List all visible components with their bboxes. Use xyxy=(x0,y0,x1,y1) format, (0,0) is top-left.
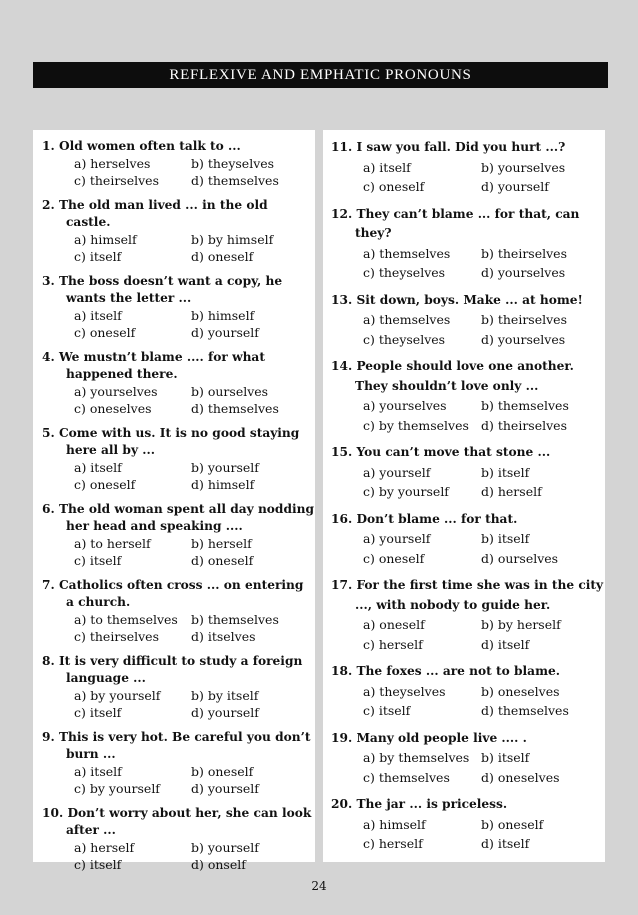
answer-option: c) oneself xyxy=(74,325,136,340)
answer-option: a) yourselves xyxy=(74,384,158,399)
answer-option: c) theyselves xyxy=(363,331,446,347)
answer-options xyxy=(42,155,315,189)
answer-option: c) by themselves xyxy=(363,417,469,433)
answer-option: b) themselves xyxy=(191,612,279,627)
answer-option: d) yourself xyxy=(481,179,549,194)
question-stem: 18. The foxes ... are not to blame. xyxy=(331,664,560,678)
question-stem: 13. Sit down, boys. Make ... at home! xyxy=(331,292,583,307)
answer-option: c) itself xyxy=(74,705,122,720)
answer-option: b) by himself xyxy=(191,232,274,247)
answer-option: d) theirselves xyxy=(481,417,567,433)
answer-option: d) herself xyxy=(481,484,542,499)
answer-option: d) yourselves xyxy=(481,331,566,347)
answer-option: b) oneself xyxy=(481,816,544,832)
answer-option: b) by herself xyxy=(481,617,561,632)
answer-options xyxy=(331,244,605,283)
page-title: REFLEXIVE AND EMPHATIC PRONOUNS xyxy=(33,62,608,88)
question-stem: 20. The jar ... is priceless. xyxy=(331,797,508,811)
question-stem: 10. Don’t worry about her, she can look after ... xyxy=(42,806,312,837)
answer-option: b) yourself xyxy=(191,460,259,475)
question-item xyxy=(331,729,605,788)
answer-option: c) oneself xyxy=(74,477,136,492)
answer-options xyxy=(331,310,605,349)
answer-option: d) himself xyxy=(191,477,255,492)
answer-options xyxy=(42,307,315,341)
answer-option: a) itself xyxy=(74,308,122,323)
answer-option: d) yourself xyxy=(191,781,259,796)
answer-option: b) herself xyxy=(191,536,252,551)
question-item xyxy=(331,662,605,721)
answer-options xyxy=(42,535,315,569)
answer-option: a) themselves xyxy=(363,312,451,327)
answer-option: a) itself xyxy=(74,460,122,475)
answer-options xyxy=(331,815,605,854)
answer-option: d) ourselves xyxy=(481,550,559,566)
answer-option: d) itself xyxy=(481,836,530,851)
answer-option: c) theirselves xyxy=(74,173,159,188)
question-stem: 6. The old woman spent all day nodding her head and speaking .... xyxy=(42,502,314,533)
answer-option: b) by itself xyxy=(191,688,259,703)
answer-option: b) himself xyxy=(191,308,255,323)
answer-option: b) oneselves xyxy=(481,683,560,699)
question-item xyxy=(42,577,315,645)
answer-option: a) oneself xyxy=(363,617,425,632)
answer-option: c) itself xyxy=(363,703,411,718)
answer-options xyxy=(331,615,605,654)
question-item xyxy=(331,795,605,854)
question-stem: 1. Old women often talk to ... xyxy=(42,139,241,153)
answer-options xyxy=(42,459,315,493)
question-item xyxy=(331,443,605,502)
answer-option: b) yourselves xyxy=(481,159,566,175)
answer-option: a) itself xyxy=(74,764,122,779)
answer-option: c) itself xyxy=(74,553,122,568)
answer-option: a) yourself xyxy=(363,531,431,546)
answer-options xyxy=(42,231,315,265)
answer-options xyxy=(42,763,315,797)
answer-option: b) theirselves xyxy=(481,312,567,327)
answer-option: a) himself xyxy=(363,816,426,832)
answer-option: b) theirselves xyxy=(481,245,567,261)
answer-option: c) oneself xyxy=(363,550,425,566)
answer-option: d) oneself xyxy=(191,553,254,568)
answer-option: c) by yourself xyxy=(74,781,160,796)
question-item xyxy=(42,197,315,265)
answer-options xyxy=(331,463,605,502)
question-item xyxy=(42,729,315,797)
question-stem: 15. You can’t move that stone ... xyxy=(331,445,551,459)
answer-option: a) yourselves xyxy=(363,398,447,413)
answer-options xyxy=(42,687,315,721)
question-stem: 11. I saw you fall. Did you hurt ...? xyxy=(331,140,566,154)
right-column xyxy=(323,130,605,862)
question-stem: 2. The old man lived ... in the old castle. xyxy=(42,198,268,229)
answer-option: b) oneself xyxy=(191,764,254,779)
question-item xyxy=(331,510,605,569)
answer-option: c) oneselves xyxy=(74,401,152,416)
answer-option: d) themselves xyxy=(191,401,279,416)
question-item xyxy=(42,653,315,721)
answer-option: d) yourself xyxy=(191,325,259,340)
question-item xyxy=(42,425,315,493)
answer-option: a) itself xyxy=(363,159,411,175)
answer-option: c) themselves xyxy=(363,769,450,785)
answer-option: b) theyselves xyxy=(191,156,275,171)
question-stem: 4. We mustn’t blame .... for what happened there. xyxy=(42,350,265,381)
answer-options xyxy=(331,396,605,435)
question-item xyxy=(331,138,605,197)
answer-option: d) yourselves xyxy=(481,265,566,280)
question-item xyxy=(331,291,605,350)
answer-option: b) itself xyxy=(481,464,530,480)
question-stem: 8. It is very difficult to study a foreign language ... xyxy=(42,654,303,685)
answer-option: b) ourselves xyxy=(191,384,269,399)
answer-options xyxy=(42,383,315,417)
answer-option: b) themselves xyxy=(481,398,569,413)
answer-option: c) herself xyxy=(363,836,423,851)
answer-option: a) herselves xyxy=(74,156,151,171)
answer-option: c) theyselves xyxy=(363,265,446,280)
question-stem: 3. The boss doesn’t want a copy, he wants the letter ... xyxy=(42,274,283,305)
answer-option: c) itself xyxy=(74,249,122,264)
answer-option: d) itself xyxy=(481,636,530,652)
answer-option: a) to herself xyxy=(74,536,151,551)
answer-option: a) theyselves xyxy=(363,683,446,699)
question-item xyxy=(42,805,315,873)
answer-option: d) themselves xyxy=(191,173,279,188)
answer-option: c) itself xyxy=(74,857,122,872)
answer-option: d) themselves xyxy=(481,703,569,718)
left-column xyxy=(33,130,315,872)
answer-option: d) yourself xyxy=(191,705,259,720)
question-item xyxy=(331,576,605,654)
question-stem: 5. Come with us. It is no good staying here all by ... xyxy=(42,426,300,457)
question-stem: 12. They can’t blame ... for that, can they? xyxy=(331,206,580,240)
answer-options xyxy=(331,682,605,721)
answer-option: a) himself xyxy=(74,232,137,247)
answer-options xyxy=(331,529,605,568)
answer-option: c) theirselves xyxy=(74,629,159,644)
answer-option: d) onself xyxy=(191,857,246,872)
question-item xyxy=(42,501,315,569)
answer-option: a) by yourself xyxy=(74,688,161,703)
answer-option: b) itself xyxy=(481,531,530,546)
question-stem: 17. For the first time she was in the city ..., with nobody to guide her. xyxy=(331,578,604,612)
answer-option: a) yourself xyxy=(363,464,431,480)
answer-option: b) itself xyxy=(481,750,530,765)
answer-options xyxy=(42,839,315,873)
answer-option: b) yourself xyxy=(191,840,259,855)
answer-option: c) oneself xyxy=(363,179,425,194)
answer-option: a) to themselves xyxy=(74,612,178,627)
answer-options xyxy=(42,611,315,645)
answer-option: d) itselves xyxy=(191,629,256,644)
answer-options xyxy=(331,158,605,197)
question-stem: 16. Don’t blame ... for that. xyxy=(331,511,518,526)
answer-options xyxy=(331,748,605,787)
question-item xyxy=(42,273,315,341)
question-stem: 7. Catholics often cross ... on entering a church. xyxy=(42,578,304,609)
question-item xyxy=(331,205,605,283)
page-number: 24 xyxy=(311,879,327,893)
answer-option: a) by themselves xyxy=(363,750,470,765)
answer-option: a) herself xyxy=(74,840,135,855)
answer-option: c) herself xyxy=(363,636,423,652)
question-item xyxy=(42,138,315,189)
question-stem: 19. Many old people live .... . xyxy=(331,730,527,745)
question-stem: 9. This is very hot. Be careful you don’t burn ... xyxy=(42,730,311,761)
answer-option: a) themselves xyxy=(363,245,451,261)
answer-option: d) oneself xyxy=(191,249,254,264)
answer-option: d) oneselves xyxy=(481,769,560,785)
answer-option: c) by yourself xyxy=(363,484,449,499)
question-item xyxy=(42,349,315,417)
question-stem: 14. People should love one another. They shouldn’t love only ... xyxy=(331,359,574,393)
question-item xyxy=(331,357,605,435)
